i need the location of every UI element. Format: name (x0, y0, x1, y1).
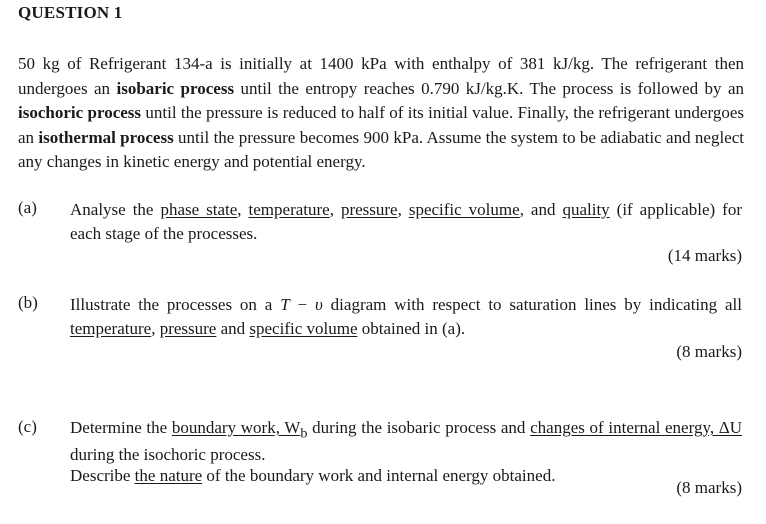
part-c (18, 417, 748, 497)
part-text: Determine the (70, 418, 172, 437)
part-b-letter: (b) (18, 293, 38, 312)
underlined-term-main: boundary work, W (171, 418, 301, 437)
part-text: of the boundary work and internal energy obtained. (202, 466, 556, 486)
part-text: and (216, 319, 250, 338)
part-text: , and (519, 200, 563, 219)
part-text: , (397, 200, 409, 219)
part-text: during the isobaric process and (307, 418, 531, 437)
underlined-term: pressure (159, 319, 217, 338)
intro-text: until the pressure becomes 900 kPa. Assume the system to be adiabatic and neglect any changes in kinetic energy and potential energy. (18, 127, 744, 171)
underlined-term: temperature (248, 200, 330, 219)
part-a-marks: (14 marks) (667, 246, 742, 265)
intro-emphasis-isobaric: isobaric process (116, 78, 235, 98)
part-text: obtained in (a). (357, 319, 466, 338)
part-text: , (151, 319, 160, 338)
part-text: (if applicable) for each stage of the processes. (70, 200, 743, 243)
part-text: diagram with respect to saturation lines by indicating all (322, 295, 742, 314)
part-b (18, 293, 748, 353)
part-text: Describe (70, 466, 135, 486)
intro-text: until the pressure is reduced to half of its initial value. Finally, the refrigerant undergoes an (18, 103, 744, 147)
underlined-term (171, 418, 308, 442)
math-symbol-t: T (280, 295, 290, 314)
part-text: Illustrate the processes on a (70, 295, 281, 314)
underlined-term: pressure (340, 200, 398, 219)
underlined-term: quality (562, 200, 610, 219)
part-text: Analyse the (70, 200, 161, 219)
math-operator: − (289, 295, 315, 314)
underlined-term: the nature (134, 466, 203, 486)
part-b-text (70, 293, 742, 341)
underlined-term: changes of internal energy, ΔU (530, 418, 742, 437)
math-symbol-v: υ (315, 295, 323, 314)
subscript: b (300, 425, 308, 442)
part-text: , (237, 200, 249, 219)
underlined-term: temperature (70, 319, 152, 338)
intro-text: 50 kg of Refrigerant 134-a is initially at 1400 kPa with enthalpy of 381 kJ/kg. The refrigerant then undergoes an (18, 54, 744, 98)
part-b-marks: (8 marks) (676, 342, 742, 361)
part-a-letter: (a) (18, 198, 37, 217)
part-a-text (70, 198, 742, 246)
question-intro (18, 52, 744, 175)
part-a (18, 198, 748, 258)
part-c-letter: (c) (18, 417, 37, 436)
intro-emphasis-isochoric: isochoric process (18, 103, 142, 122)
underlined-term: specific volume (249, 319, 358, 338)
question-title: QUESTION 1 (18, 3, 123, 22)
part-c-text (70, 417, 742, 486)
part-text: during the isochoric process. (70, 445, 266, 465)
underlined-term: phase state (160, 200, 238, 219)
part-text: , (329, 200, 341, 219)
underlined-term: specific volume (408, 200, 520, 219)
part-c-marks: (8 marks) (676, 478, 742, 497)
intro-emphasis-isothermal: isothermal process (38, 127, 174, 147)
intro-text: until the entropy reaches 0.790 kJ/kg.K. The process is followed by an (234, 78, 745, 98)
